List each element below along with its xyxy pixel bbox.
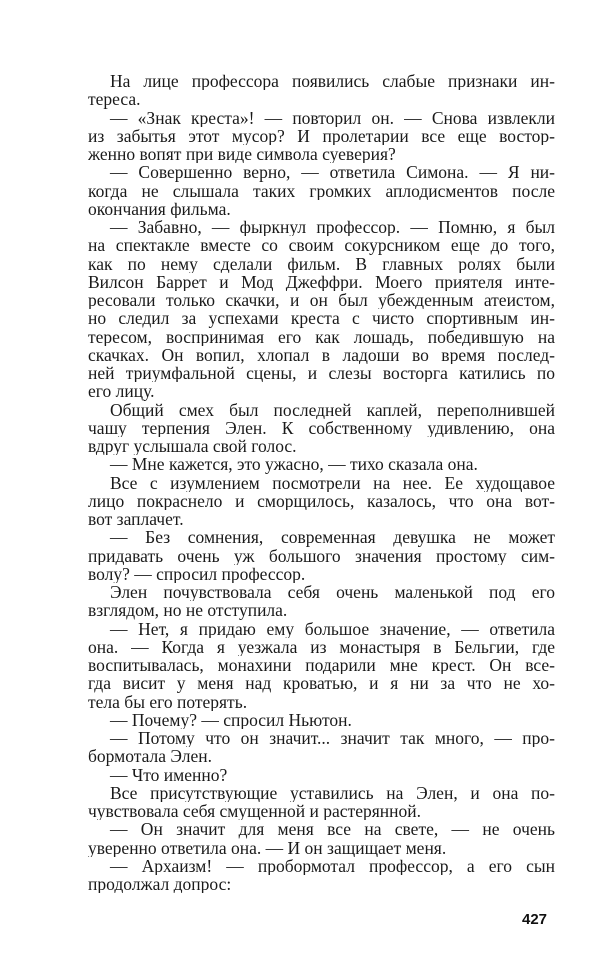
text-line: — Совершенно верно, — ответила Симона. — Я ни- — [110, 163, 555, 182]
book-page-text — [88, 72, 555, 893]
text-line: окончания фильма. — [88, 199, 231, 218]
text-line: вдруг услышала свой голос. — [88, 437, 297, 456]
paragraph — [88, 583, 555, 620]
text-line: — Без сомнения, современная девушка не может — [110, 528, 555, 547]
paragraph — [88, 218, 555, 401]
text-line: Все присутствующие уставились на Элен, и она по- — [110, 783, 555, 802]
text-line: — Он значит для меня все на свете, — не очень — [110, 820, 555, 839]
text-line: — Мне кажется, это ужасно, — тихо сказала она. — [110, 455, 478, 474]
text-line: воспитывалась, монахини подарили мне крест. Он все- — [88, 656, 555, 675]
paragraph — [88, 729, 555, 766]
text-line: скачках. Он вопил, хлопал в ладоши во время послед- — [88, 345, 555, 364]
text-line: волу? — спросил профессор. — [88, 564, 306, 583]
text-line: бормотала Элен. — [88, 747, 212, 766]
text-line: ресовали только скачки, и он был убежденным атеистом, — [88, 291, 555, 310]
paragraph — [88, 401, 555, 456]
text-line: Вилсон Баррет и Мод Джеффри. Моего приятеля инте- — [88, 272, 555, 291]
page-number: 427 — [522, 911, 548, 928]
text-line: взглядом, но не отступила. — [88, 601, 288, 620]
paragraph — [88, 620, 555, 711]
text-line: лицо покраснело и сморщилось, казалось, что она вот- — [88, 491, 555, 510]
text-line: — Почему? — спросил Ньютон. — [110, 710, 352, 729]
text-line: уверенно ответила она. — И он защищает меня. — [88, 838, 447, 857]
text-line: но следил за успехами креста с чисто спортивным ин- — [88, 309, 555, 328]
text-line: продолжал допрос: — [88, 875, 232, 894]
paragraph — [88, 711, 555, 729]
text-line: тересом, воспринимая его как лошадь, победившую на — [88, 327, 555, 346]
text-line: чашу терпения Элен. К собственному удивлению, она — [88, 418, 555, 437]
text-line: она. — Когда я уезжала из монастыря в Бельгии, где — [88, 637, 555, 656]
text-line: На лице профессора появились слабые признаки ин- — [110, 72, 555, 91]
text-line: — Потому что он значит... значит так много, — про- — [110, 729, 555, 748]
text-line: как по нему сделали фильм. В главных ролях были — [88, 254, 555, 273]
paragraph — [88, 109, 555, 164]
text-line: — «Знак креста»! — повторил он. — Снова извлекли — [110, 108, 555, 127]
paragraph — [88, 766, 555, 784]
text-line: — Архаизм! — пробормотал профессор, а его сын — [110, 856, 555, 875]
text-line: — Нет, я придаю ему большое значение, — ответила — [110, 619, 555, 638]
text-line: на спектакле вместе со своим сокурсником еще до того, — [88, 236, 555, 255]
text-line: — Забавно, — фыркнул профессор. — Помню, я был — [110, 218, 555, 237]
text-line: из забытья этот мусор? И пролетарии все еще востор- — [88, 126, 555, 145]
paragraph — [88, 474, 555, 529]
text-line: женно вопят при виде символа суеверия? — [88, 145, 396, 164]
paragraph — [88, 857, 555, 894]
text-line: придавать очень уж большого значения простому сим- — [88, 546, 555, 565]
text-line: тела бы его потерять. — [88, 692, 248, 711]
text-line: — Что именно? — [110, 765, 228, 784]
paragraph — [88, 528, 555, 583]
text-line: тереса. — [88, 90, 141, 109]
text-line: чувствовала себя смущенной и растерянной. — [88, 802, 422, 821]
paragraph — [88, 163, 555, 218]
paragraph — [88, 72, 555, 109]
text-line: Общий смех был последней каплей, переполнившей — [110, 400, 555, 419]
paragraph — [88, 820, 555, 857]
text-line: когда не слышала таких громких аплодисментов после — [88, 181, 555, 200]
text-line: гда висит у меня над кроватью, и я ни за что не хо- — [88, 674, 555, 693]
text-line: Все с изумлением посмотрели на нее. Ее худощавое — [110, 473, 555, 492]
text-line: ней триумфальной сцены, и слезы восторга катились по — [88, 364, 555, 383]
paragraph — [88, 784, 555, 821]
text-line: его лицу. — [88, 382, 155, 401]
paragraph — [88, 455, 555, 473]
text-line: вот заплачет. — [88, 510, 184, 529]
text-line: Элен почувствовала себя очень маленькой под его — [110, 583, 555, 602]
